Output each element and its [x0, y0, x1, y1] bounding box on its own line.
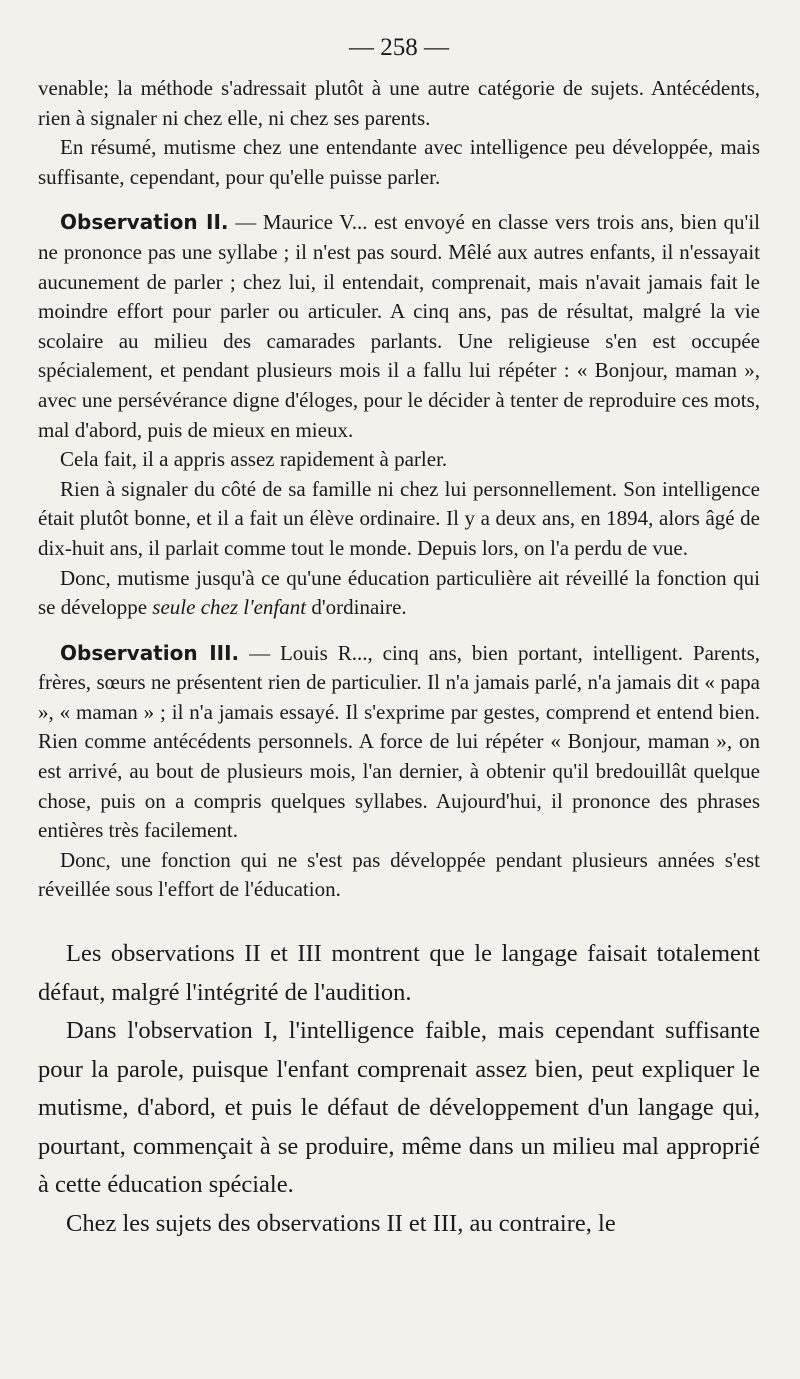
paragraph: En résumé, mutisme chez une entendante avec intelligence peu développée, mais suffisante, cependant, pour qu'elle puisse parler.	[38, 135, 760, 189]
paragraph: Cela fait, il a appris assez rapidement à parler.	[60, 447, 448, 472]
paragraph: Donc, une fonction qui ne s'est pas développée pendant plusieurs années s'est réveillée sous l'effort de l'éducation.	[38, 847, 760, 902]
observation-1-continuation	[38, 74, 760, 192]
paragraph	[38, 639, 760, 846]
observation-heading: Observation II.	[60, 210, 229, 235]
paragraph-text: d'ordinaire.	[306, 595, 407, 620]
paragraph: venable; la méthode s'adressait plutôt à une autre catégorie de sujets. Antécédents, rien à signaler ni chez elle, ni chez ses parents.	[38, 76, 760, 130]
conclusion-section	[38, 935, 760, 1243]
observation-3	[38, 639, 760, 905]
emphasis-text: seule chez l'enfant	[152, 595, 307, 620]
paragraph: Dans l'observation I, l'intelligence faible, mais cependant suffisante pour la parole, puisque l'enfant comprenait assez bien, peut expliquer le mutisme, d'abord, et puis le défaut de développement d'un langage qui, pourtant, commençait à se produire, même dans un milieu mal approprié à cette éducation spéciale.	[38, 1017, 760, 1199]
paragraph-text: — Louis R..., cinq ans, bien portant, intelligent. Parents, frères, sœurs ne présentent rien de particulier. Il n'a jamais parlé, n'a jamais dit « papa », « maman » ; il n'a jamais essayé. Il s'exprime par gestes, comprend et entend bien. Rien comme antécédents personnels. A force de lui répéter « Bonjour, maman », on est arrivé, au bout de plusieurs mois, l'an dernier, à obtenir qu'il bredouillât quelque chose, puis on a compris quelques syllabes. Aujourd'hui, il prononce des phrases entières très facilement.	[38, 640, 760, 843]
paragraph-text: — Maurice V... est envoyé en classe vers trois ans, bien qu'il ne prononce pas une syllabe ; il n'est pas sourd. Mêlé aux autres enfants, il n'essayait aucunement de parler ; chez lui, il entendait, comprenait, mais n'avait jamais fait le moindre effort pour parler ou articuler. A cinq ans, pas de résultat, malgré la vie scolaire au milieu des camarades parlants. Une religieuse s'en est occupée spécialement, et pendant plusieurs mois il a fallu lui répéter : « Bonjour, maman », avec une persévérance digne d'éloges, pour le décider à tenter de reproduire ces mots, mal d'abord, puis de mieux en mieux.	[38, 210, 760, 442]
paragraph-text: Donc, mutisme jusqu'à ce qu'une éducation particulière ait réveillé la fonction qui se développe	[38, 565, 760, 620]
paragraph	[38, 208, 760, 445]
paragraph: Les observations II et III montrent que le langage faisait totalement défaut, malgré l'intégrité de l'audition.	[38, 940, 760, 1006]
paragraph: Chez les sujets des observations II et III, au contraire, le	[66, 1209, 616, 1237]
paragraph	[38, 564, 760, 623]
page-number: — 258 —	[349, 34, 449, 61]
paragraph: Rien à signaler du côté de sa famille ni chez lui personnellement. Son intelligence était plutôt bonne, et il a fait un élève ordinaire. Il y a deux ans, en 1894, alors âgé de dix-huit ans, il parlait comme tout le monde. Depuis lors, on l'a perdu de vue.	[38, 476, 760, 560]
observation-2	[38, 208, 760, 622]
observation-heading: Observation III.	[60, 640, 240, 665]
